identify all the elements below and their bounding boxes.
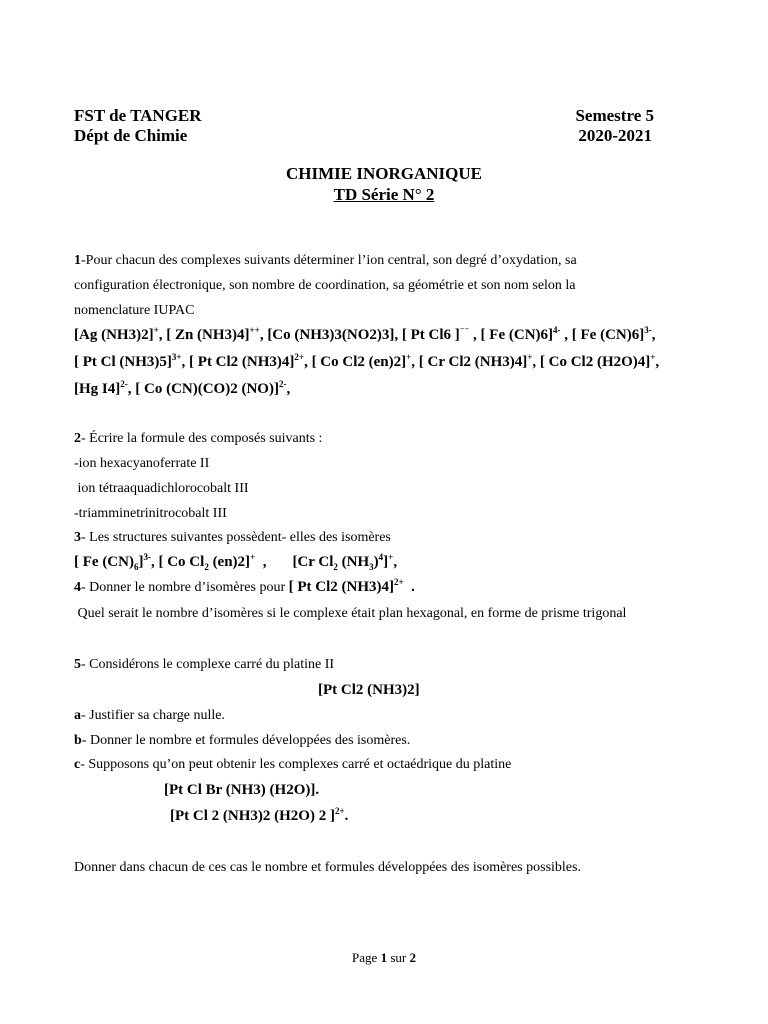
complex-formula: [ Co (CN)(CO)2 (NO)]$^{2-}$, [135, 379, 291, 397]
series-title: TD Série N° 2 [333, 185, 435, 204]
closing-instruction: Donner dans chacun de ces cas le nombre et formules développées des isomères possibles. [74, 860, 581, 875]
semester-label: Semestre 5 [575, 106, 654, 125]
complex-formula: [Ag (NH3)2]+, [74, 325, 167, 343]
institution-name: FST de TANGER [74, 106, 202, 125]
q4-number: 4 [74, 580, 81, 595]
q5-number: 5 [74, 657, 81, 672]
complex-formula: [ Fe (CN)6]$^{4-}$ , [480, 325, 572, 343]
q2-item-1: -ion hexacyanoferrate II [74, 456, 210, 471]
q3-formula-1: [ Fe $(CN)_6]^{3-}$, [74, 552, 159, 572]
q1-line3: nomenclature IUPAC [74, 303, 195, 318]
q2-item-3: -triamminetrinitrocobalt III [74, 506, 227, 521]
complex-formula: [Hg I4]$^{2-}$, [74, 379, 136, 397]
complex-formula: [ Pt Cl6 ]⁻⁻ , [401, 325, 481, 343]
q4-text: 4- Donner le nombre d’isomères pour [ Pt Cl2 (NH3)4]$^{2+}$ . [74, 577, 415, 595]
q3-formula-3: [Cr $Cl_2$ $(NH_3)^4]^+$, [292, 552, 398, 572]
q3-text: 3- Les structures suivantes possèdent- elles des isomères [74, 530, 391, 545]
q5-part-a: a- Justifier sa charge nulle. [74, 708, 225, 723]
complex-formula: [ Pt Cl (NH3)5]$^{3+}$, [74, 352, 190, 370]
q5-c-formula-2: [Pt Cl 2 (NH3)2 (H2O) 2 ]$^{2+}$. [170, 806, 349, 824]
q3-number: 3 [74, 530, 81, 545]
academic-year: 2020-2021 [578, 126, 652, 145]
q4-formula: [ Pt Cl2 (NH3)4]$^{2+}$ . [288, 577, 415, 595]
q1-number: 1 [74, 253, 81, 268]
complex-formula: [ Co Cl2 (H2O)4]+, [539, 352, 660, 370]
complex-formula: [Co (NH3)3(NO2)3], [267, 327, 402, 343]
complex-formula: [ Zn (NH3)4]++, [166, 325, 268, 343]
complex-formula: [ Cr Cl2 (NH3)4]+, [418, 352, 540, 370]
course-title: CHIMIE INORGANIQUE [286, 164, 482, 183]
q2-intro: 2- Écrire la formule des composés suivants : [74, 431, 323, 446]
q1-complexes-row1 [74, 327, 655, 344]
q2-number: 2 [74, 431, 81, 446]
q4-line2: Quel serait le nombre d’isomères si le complexe était plan hexagonal, en forme de prisme trigonal [74, 606, 627, 621]
q1-complexes-row3 [74, 381, 290, 398]
complex-formula: [ Pt Cl2 (NH3)4]$^{2+}$, [189, 352, 312, 370]
q3-formulas [74, 554, 397, 571]
q5-part-b: b- Donner le nombre et formules développées des isomères. [74, 733, 411, 748]
q1-line2: configuration électronique, son nombre de coordination, sa géométrie et son nom selon la [74, 278, 576, 293]
complex-formula: [ Fe (CN)6]$^{3-}$, [571, 325, 656, 343]
q5-c-formula-1: [Pt Cl Br (NH3) (H2O)]. [164, 782, 320, 798]
q5-intro: 5- Considérons le complexe carré du platine II [74, 657, 335, 672]
q5-part-c: c- Supposons qu’on peut obtenir les complexes carré et octaédrique du platine [74, 757, 512, 772]
q5-formula: [Pt Cl2 (NH3)2] [318, 682, 420, 698]
q1-complexes-row2 [74, 354, 659, 371]
complex-formula: [ Co Cl2 (en)2]+, [311, 352, 419, 370]
q3-formula-2: [ Co $Cl_2$ (en)2]+ , [158, 552, 267, 572]
page-footer: Page 1 sur 2 [352, 950, 416, 965]
q1-line1: 1-Pour chacun des complexes suivants déterminer l’ion central, son degré d’oxydation, sa [74, 253, 577, 268]
q2-item-2: ion tétraaquadichlorocobalt III [74, 481, 249, 496]
department-name: Dépt de Chimie [74, 126, 188, 145]
